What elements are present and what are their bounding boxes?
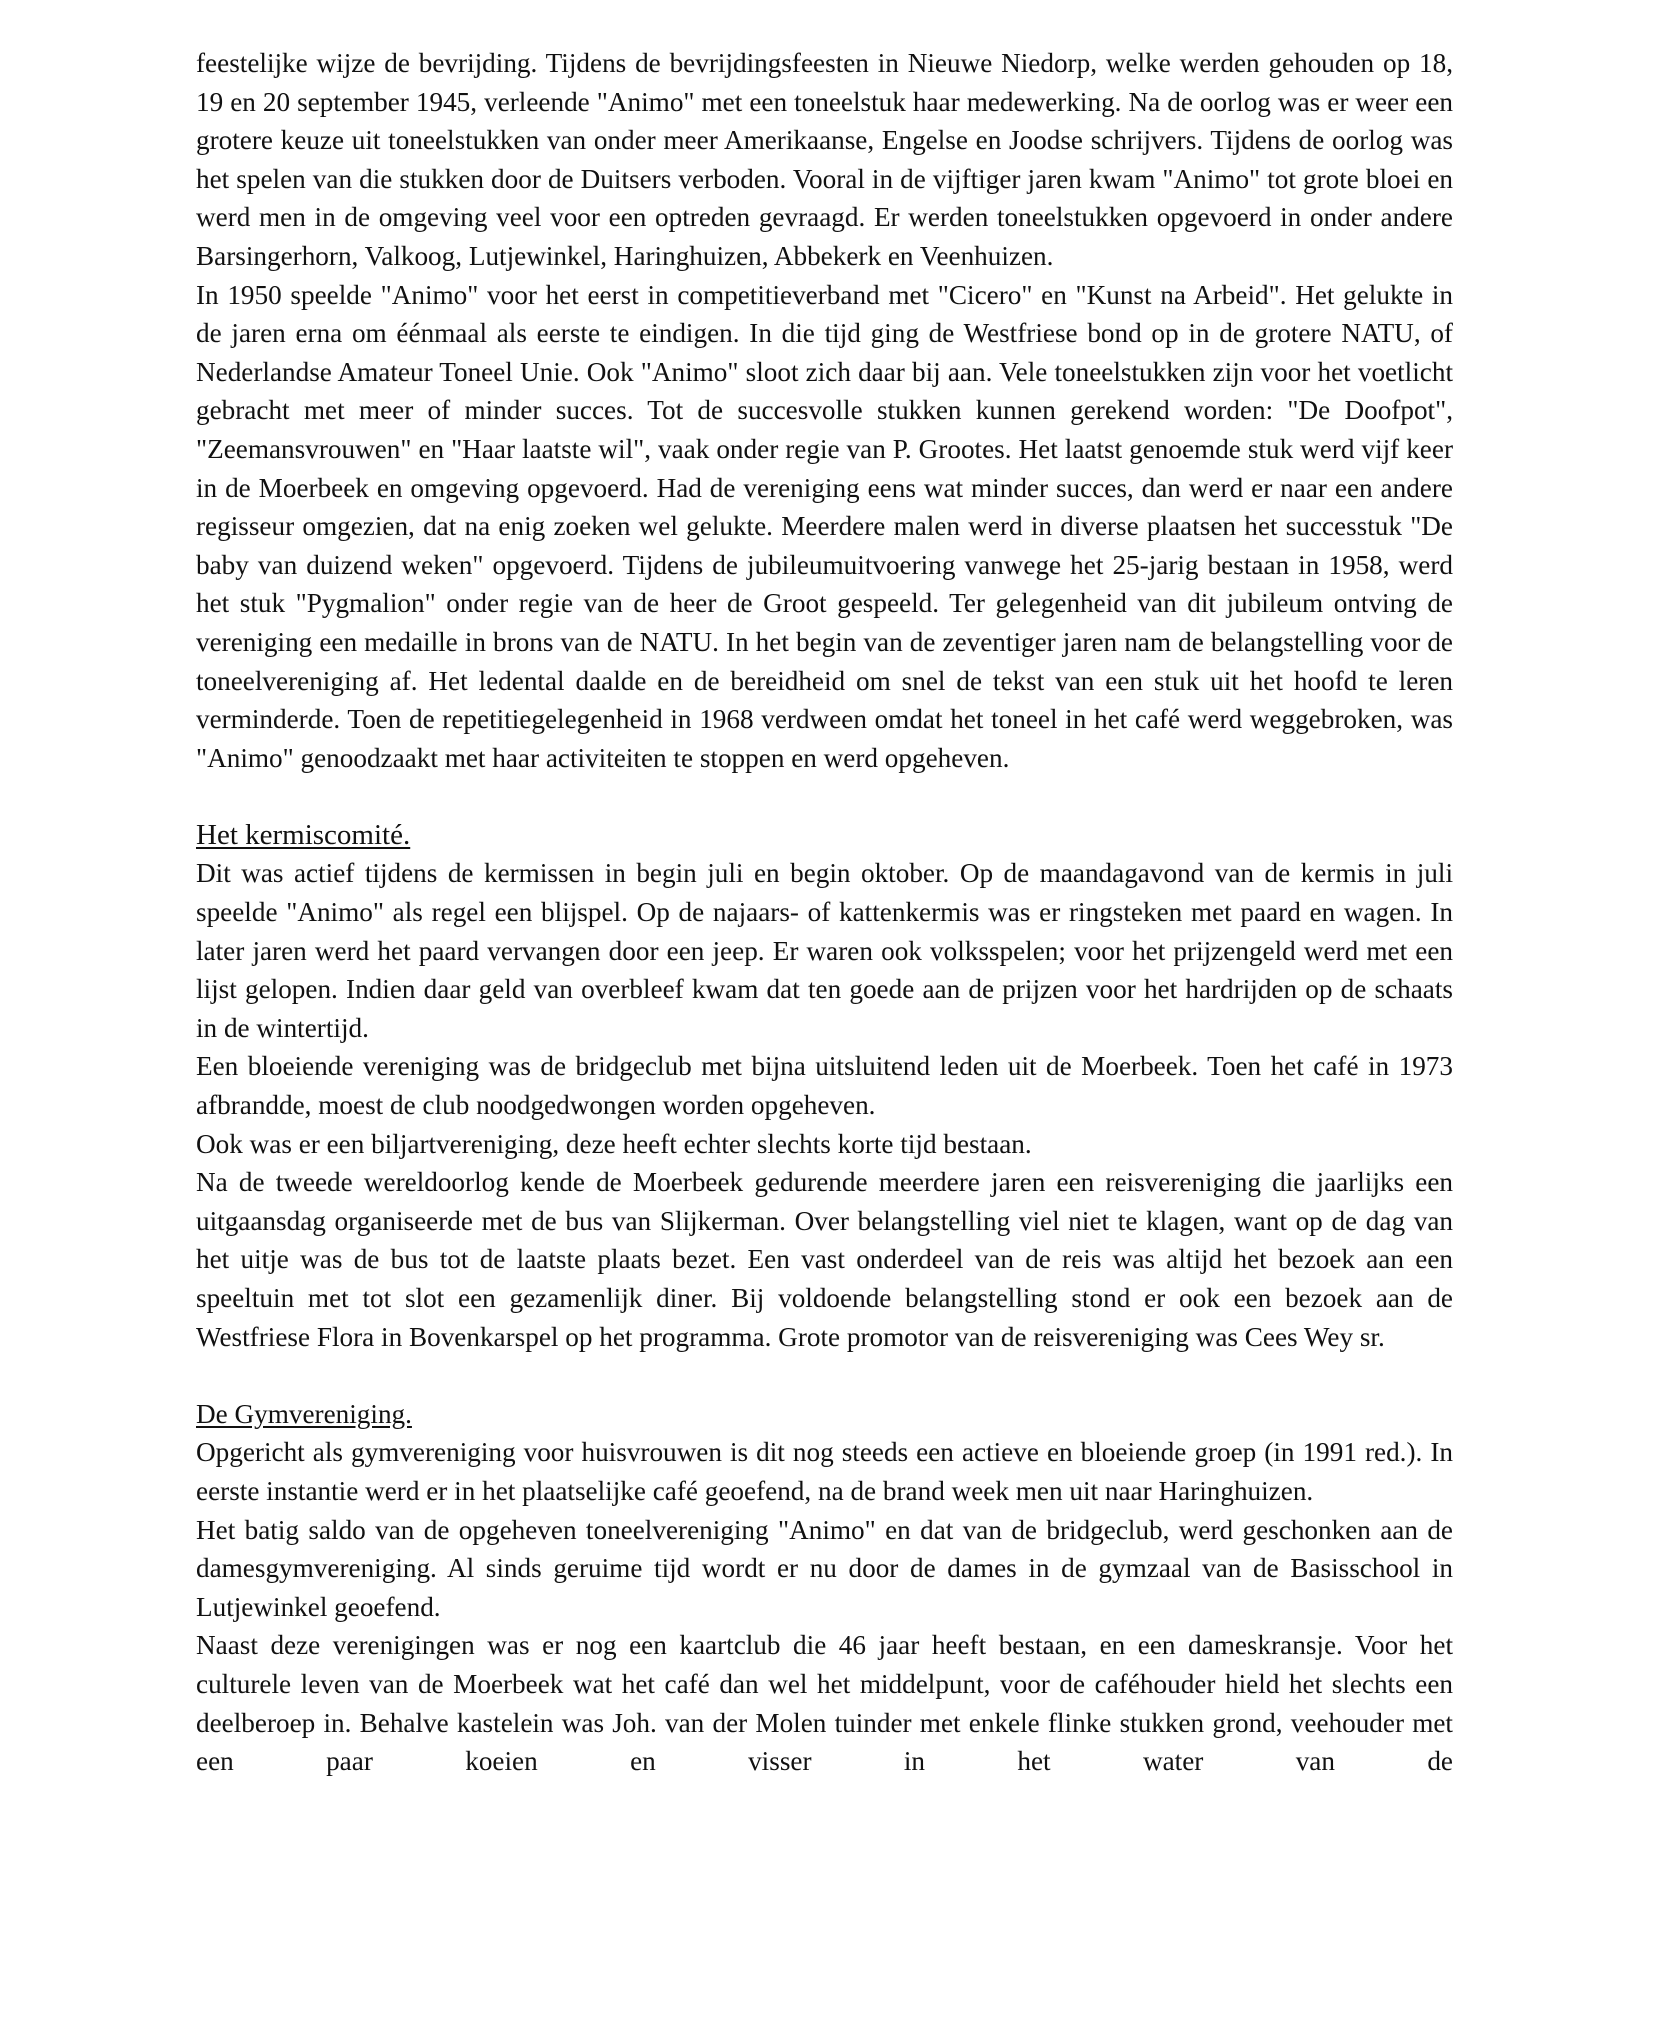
paragraph-kermis: Dit was actief tijdens de kermissen in begin juli en begin oktober. Op de maandagavond van de kermis in juli speelde "Animo" als regel een blijspel. Op de najaars- of kattenkermis was er ringsteken met paard en wagen. In later jaren werd het paard vervangen door een jeep. Er waren ook volksspelen; voor het prijzengeld werd met een lijst gelopen. Indien daar geld van overbleef kwam dat ten goede aan de prijzen voor het hardrijden op de schaats in de wintertijd. [196, 858, 1453, 1043]
heading-gymvereniging: De Gymvereniging. [196, 1398, 412, 1429]
paragraph-batig-saldo: Het batig saldo van de opgeheven toneelvereniging "Animo" en dat van de bridgeclub, werd geschonken aan de damesgymvereniging. Al sinds geruime tijd wordt er nu door de dames in de gymzaal van de Basisschool in Lutjewinkel geoefend. [196, 1514, 1453, 1622]
paragraph-bridgeclub: Een bloeiende vereniging was de bridgeclub met bijna uitsluitend leden uit de Moerbeek. Toen het café in 1973 afbrandde, moest de club noodgedwongen worden opgeheven. [196, 1051, 1453, 1121]
document-page [196, 44, 1453, 1781]
paragraph-liberation-festivities: feestelijke wijze de bevrijding. Tijdens de bevrijdingsfeesten in Nieuwe Niedorp, welke werden gehouden op 18, 19 en 20 september 1945, verleende "Animo" met een toneelstuk haar medewerking. Na de oorlog was er weer een grotere keuze uit toneelstukken van onder meer Amerikaanse, Engelse en Joodse schrijvers. Tijdens de oorlog was het spelen van die stukken door de Duitsers verboden. Vooral in de vijftiger jaren kwam "Animo" tot grote bloei en werd men in de omgeving veel voor een optreden gevraagd. Er werden toneelstukken opgevoerd in onder andere Barsingerhorn, Valkoog, Lutjewinkel, Haringhuizen, Abbekerk en Veenhuizen. [196, 48, 1453, 271]
paragraph-animo-competition: In 1950 speelde "Animo" voor het eerst in competitieverband met "Cicero" en "Kunst na Arbeid". Het gelukte in de jaren erna om éénmaal als eerste te eindigen. In die tijd ging de Westfriese bond op in de grotere NATU, of Nederlandse Amateur Toneel Unie. Ook "Animo" sloot zich daar bij aan. Vele toneelstukken zijn voor het voetlicht gebracht met meer of minder succes. Tot de succesvolle stukken kunnen gerekend worden: "De Doofpot", "Zeemansvrouwen" en "Haar laatste wil", vaak onder regie van P. Grootes. Het laatst genoemde stuk werd vijf keer in de Moerbeek en omgeving opgevoerd. Had de vereniging eens wat minder succes, dan werd er naar een andere regisseur omgezien, dat na enig zoeken wel gelukte. Meerdere malen werd in diverse plaatsen het successtuk "De baby van duizend weken" opgevoerd. Tijdens de jubileumuitvoering vanwege het 25-jarig bestaan in 1958, werd het stuk "Pygmalion" onder regie van de heer de Groot gespeeld. Ter gelegenheid van dit jubileum ontving de vereniging een medaille in brons van de NATU. In het begin van de zeventiger jaren nam de belangstelling voor de toneelvereniging af. Het ledental daalde en de bereidheid om snel de tekst van een stuk uit het hoofd te leren verminderde. Toen de repetitiegelegenheid in 1968 verdween omdat het toneel in het café werd weggebroken, was "Animo" genoodzaakt met haar activiteiten te stoppen en werd opgeheven. [196, 279, 1453, 773]
section-spacer [196, 1356, 1453, 1395]
paragraph-biljartvereniging: Ook was er een biljartvereniging, deze heeft echter slechts korte tijd bestaan. [196, 1128, 1032, 1159]
paragraph-reisvereniging: Na de tweede wereldoorlog kende de Moerbeek gedurende meerdere jaren een reisvereniging die jaarlijks een uitgaansdag organiseerde met de bus van Slijkerman. Over belangstelling viel niet te klagen, want op de dag van het uitje was de bus tot de laatste plaats bezet. Een vast onderdeel van de reis was altijd het bezoek aan een speeltuin met tot slot een gezamenlijk diner. Bij voldoende belangstelling stond er ook een bezoek aan de Westfriese Flora in Bovenkarspel op het programma. Grote promotor van de reisvereniging was Cees Wey sr. [196, 1167, 1453, 1352]
section-spacer [196, 777, 1453, 816]
paragraph-gym-founding: Opgericht als gymvereniging voor huisvrouwen is dit nog steeds een actieve en bloeiende groep (in 1991 red.). In eerste instantie werd er in het plaatselijke café geoefend, na de brand week men uit naar Haringhuizen. [196, 1437, 1453, 1506]
heading-kermiscomite: Het kermiscomité. [196, 818, 411, 851]
paragraph-kaartclub: Naast deze verenigingen was er nog een kaartclub die 46 jaar heeft bestaan, en een dameskransje. Voor het culturele leven van de Moerbeek wat het café dan wel het middelpunt, voor de caféhouder hield het slechts een deelberoep in. Behalve kastelein was Joh. van der Molen tuinder met enkele flinke stukken grond, veehouder met een paar koeien en visser in het water van de [196, 1630, 1453, 1777]
